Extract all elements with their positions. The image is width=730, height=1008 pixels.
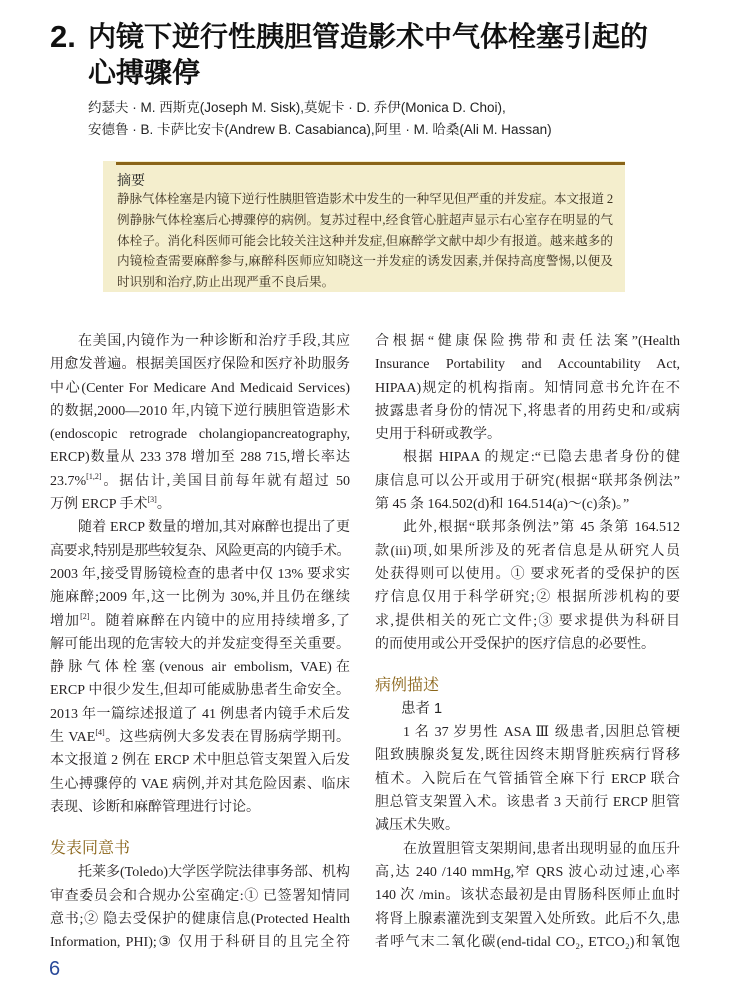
- text-line: 减压术失败。: [375, 818, 459, 834]
- text-line: Information, PHI);③ 仅用于科研目的且完全符: [50, 935, 350, 951]
- author-list: [88, 97, 552, 141]
- text-line: 高要求,特别是那些较复杂、风险更高的内镜手术。: [50, 543, 350, 559]
- right-column: [375, 330, 680, 954]
- paragraph: [375, 838, 680, 954]
- citation-reference[interactable]: [2]: [80, 611, 90, 621]
- text-line: 高,达 240 /140 mmHg,窄 QRS 波心动过速,心率: [375, 864, 680, 880]
- abstract-body: [117, 189, 613, 293]
- page-number: 6: [49, 958, 61, 980]
- text-line: 表现、诊断和麻醉管理进行讨论。: [50, 799, 260, 815]
- text-line: 求,提供相关的死亡文件;③ 要求提供为科研目: [375, 613, 680, 629]
- citation-reference[interactable]: [1,2]: [86, 471, 102, 481]
- text-line: 史用于科研或教学。: [375, 427, 501, 443]
- paragraph: [375, 516, 680, 656]
- text-line: 1 名 37 岁男性 ASA Ⅲ 级患者,因胆总管梗: [403, 725, 680, 741]
- abstract-heading: 摘要: [117, 172, 145, 188]
- text-line: HIPAA)规定的机构指南。知情同意书允许在不: [375, 380, 680, 396]
- text-line: 合根据“健康保险携带和责任法案”(Health: [375, 334, 680, 349]
- text-line: 在放置胆管支架期间,患者出现明显的血压升: [403, 841, 680, 857]
- text-line: 23.7%[1,2]。据估计,美国目前每年就有超过 50: [50, 471, 350, 489]
- text-line: 2013 年一篇综述报道了 41 例患者内镜手术后发: [50, 706, 350, 722]
- text-line: 根据 HIPAA 的规定:“已隐去患者身份的健: [403, 450, 680, 466]
- text-line: 在美国,内镜作为一种诊断和治疗手段,其应: [78, 334, 350, 349]
- section-heading: 病例描述: [375, 677, 440, 695]
- abstract-line: 静脉气体栓塞是内镜下逆行性胰胆管造影术中发生的一种罕见但严重的并发症。本文报道 2: [117, 192, 613, 206]
- citation-reference[interactable]: [4]: [95, 728, 105, 738]
- text-line: 的而使用或公开受保护的医疗信息的必要性。: [375, 636, 655, 652]
- text-line: 2003 年,接受胃肠镜检查的患者中仅 13% 要求实: [50, 566, 350, 582]
- text-line: 胆总管支架置入术。该患者 3 天前行 ERCP 胆管: [375, 795, 680, 811]
- text-line: 意书;② 隐去受保护的健康信息(Protected Health: [50, 911, 350, 927]
- text-line: 此外,根据“联邦条例法”第 45 条第 164.512: [403, 520, 680, 536]
- section-heading: 发表同意书: [50, 840, 131, 858]
- text-line: 审查委员会和合规办公室确定:① 已签署知情同: [50, 888, 350, 904]
- text-line: 处获得则可以使用。① 要求死者的受保护的医: [375, 566, 680, 582]
- text-line: 植术。入院后在气管插管全麻下行 ERCP 联合: [375, 771, 680, 787]
- abstract-line: 例静脉气体栓塞后心搏骤停的病例。复苏过程中,经食管心脏超声显示右心室存在明显的气: [117, 212, 613, 227]
- text-line: 托莱多(Toledo)大学医学院法律事务部、机构: [78, 865, 350, 881]
- subsection-heading: 患者 1: [401, 701, 443, 718]
- title-line-1: 内镜下逆行性胰胆管造影术中气体栓塞引起的: [88, 21, 649, 52]
- text-line: 140 次 /min。该状态最初是由胃肠科医师止血时: [375, 888, 680, 904]
- text-line: 疗信息仅用于科学研究;② 根据所涉机构的要: [375, 590, 680, 606]
- text-line: 用愈发普遍。根据美国医疗保险和医疗补助服务: [50, 357, 350, 373]
- text-line: 者呼气末二氧化碳(end-tidal CO₂, ETCO₂)和氧饱: [375, 934, 680, 950]
- abstract-line: 体栓子。消化科医师可能会比较关注这种并发症,但麻醉学文献中却少有报道。越来越多的: [117, 233, 613, 248]
- section-spacer: [50, 819, 350, 837]
- authors-line-1: 约瑟夫 · M. 西斯克(Joseph M. Sisk),莫妮卡 · D. 乔伊(Monica D. Choi),: [88, 100, 506, 115]
- paragraph: [375, 721, 680, 837]
- left-column: [50, 330, 350, 954]
- text-line: 静脉气体栓塞(venous air embolism, VAE)在: [50, 660, 350, 676]
- text-line: 万例 ERCP 手术[3]。: [50, 495, 171, 513]
- paragraph: [375, 330, 680, 446]
- citation-reference[interactable]: [3]: [147, 495, 157, 505]
- paragraph: [50, 516, 350, 819]
- paragraph: [50, 861, 350, 954]
- text-line: 的数据,2000—2010 年,内镜下逆行胰胆管造影术: [50, 403, 350, 419]
- title-line-2: 心搏骤停: [88, 57, 201, 88]
- text-line: 增加[2]。随着麻醉在内镜中的应用持续增多,了: [50, 611, 350, 629]
- text-line: ERCP)数量从 233 378 增加至 288 715,增长率达: [50, 450, 350, 466]
- text-line: 解可能出现的危害较大的并发症变得至关重要。: [50, 636, 350, 652]
- text-line: 生心搏骤停的 VAE 病例,并对其危险因素、临床: [50, 776, 350, 792]
- text-line: 生 VAE[4]。这些病例大多发表在胃肠病学期刊。: [50, 728, 350, 746]
- text-line: 施麻醉;2009 年,这一比例为 30%,并且仍在继续: [50, 590, 350, 606]
- text-line: 第 45 条 164.502(d)和 164.514(a)～(c)条)。”: [375, 497, 630, 513]
- article-number: 2.: [50, 19, 76, 54]
- text-line: 阻致胰腺炎复发,既往因终末期肾脏疾病行肾移: [375, 748, 680, 764]
- text-line: ERCP 中很少发生,但却可能威胁患者生命安全。: [50, 683, 350, 699]
- abstract-top-rule: [116, 162, 625, 165]
- abstract-line: 内镜检查需要麻醉参与,麻醉科医师应知晓这一并发症的诱发因素,并保持高度警惕,以便及: [117, 254, 613, 269]
- text-line: 随着 ERCP 数量的增加,其对麻醉也提出了更: [78, 520, 350, 536]
- text-line: 本文报道 2 例在 ERCP 术中胆总管支架置入后发: [50, 753, 350, 769]
- text-line: 款(iii)项,如果所涉及的死者信息是从研究人员: [375, 543, 680, 559]
- abstract-line: 时识别和治疗,防止出现严重不良后果。: [117, 275, 335, 290]
- text-line: 披露患者身份的情况下,将患者的用药史和/或病: [375, 403, 680, 419]
- text-line: 中心(Center For Medicare And Medicaid Services): [50, 380, 350, 396]
- text-line: (endoscopic retrograde cholangiopancreatography,: [50, 427, 350, 443]
- paragraph: [375, 446, 680, 516]
- abstract-box: [103, 161, 625, 292]
- text-line: 将肾上腺素灌洗到支架置入处所致。此后不久,患: [375, 911, 680, 927]
- authors-line-2: 安德鲁 · B. 卡萨比安卡(Andrew B. Casabianca),阿里 · M. 哈桑(Ali M. Hassan): [88, 122, 552, 137]
- text-line: Insurance Portability and Accountability Act,: [375, 357, 680, 373]
- section-spacer: [375, 656, 680, 674]
- text-line: 康信息可以公开或用于研究(根据“联邦条例法”: [375, 473, 680, 489]
- paragraph: [50, 330, 350, 516]
